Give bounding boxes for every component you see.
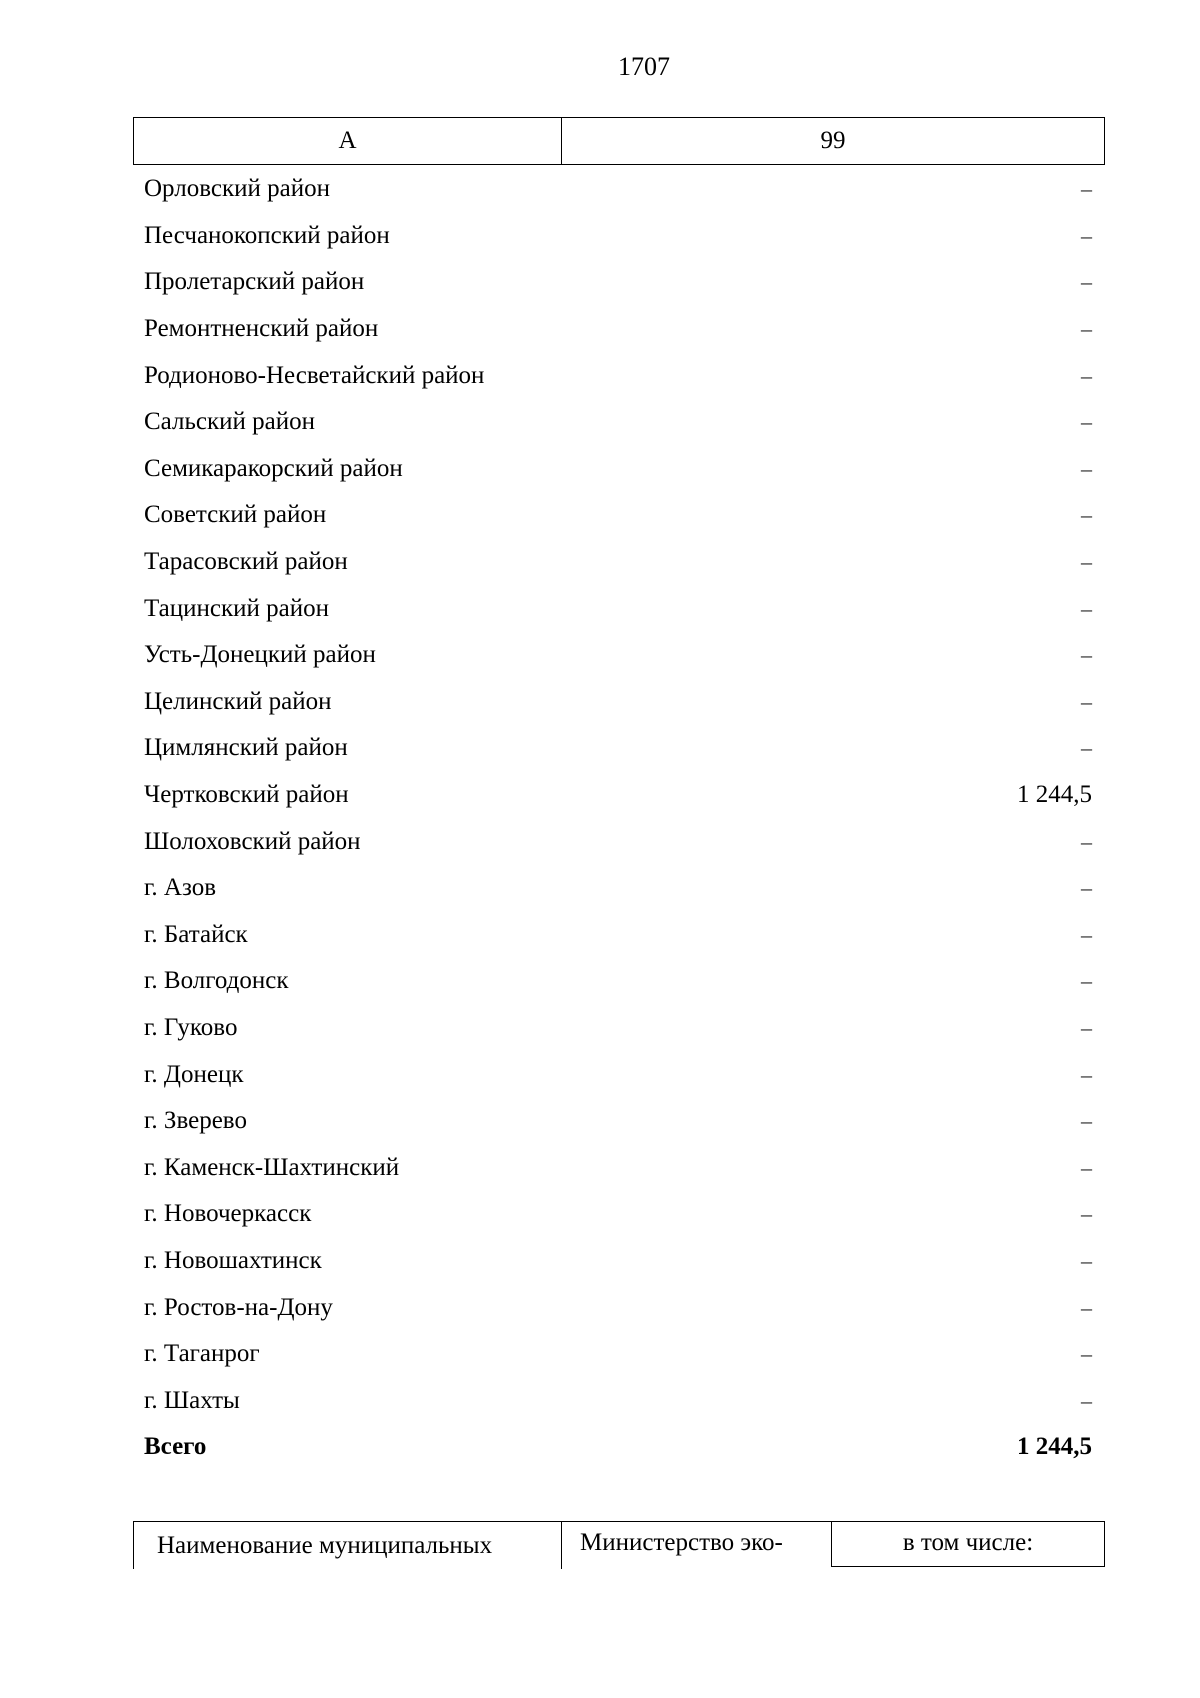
row-name: г. Новочеркасск <box>144 1200 312 1228</box>
table-row <box>133 1098 1105 1145</box>
row-value: – <box>1081 502 1092 528</box>
row-name: г. Каменск-Шахтинский <box>144 1153 400 1181</box>
row-name: Тацинский район <box>144 594 329 622</box>
row-value: – <box>1081 828 1092 854</box>
row-name: Орловский район <box>144 175 330 203</box>
table-row <box>133 1331 1105 1378</box>
row-name: г. Таганрог <box>144 1340 260 1368</box>
total-row <box>133 1424 1105 1471</box>
next-table-header <box>133 1521 1105 1569</box>
row-value: – <box>1081 968 1092 994</box>
row-name: Песчанокопский район <box>144 221 390 249</box>
table-row <box>133 306 1105 353</box>
row-value: – <box>1081 549 1092 575</box>
next-table-top-border <box>133 1521 1105 1522</box>
table-row <box>133 399 1105 446</box>
row-name: Советский район <box>144 501 327 529</box>
row-value: – <box>1081 688 1092 714</box>
next-header-ministry: Министерство эко- <box>580 1529 783 1556</box>
header-column-a: А <box>134 118 562 164</box>
row-value: – <box>1081 1387 1092 1413</box>
table-row <box>133 1005 1105 1052</box>
table-row <box>133 1284 1105 1331</box>
table-row <box>133 1238 1105 1285</box>
table-row <box>133 1377 1105 1424</box>
row-name: Тарасовский район <box>144 548 348 576</box>
table-row <box>133 492 1105 539</box>
table-row <box>133 585 1105 632</box>
table-row <box>133 912 1105 959</box>
row-value: – <box>1081 642 1092 668</box>
table-row <box>133 818 1105 865</box>
row-value: – <box>1081 875 1092 901</box>
row-value: – <box>1081 176 1092 202</box>
table-row <box>133 679 1105 726</box>
row-value: – <box>1081 316 1092 342</box>
row-value: – <box>1081 1201 1092 1227</box>
row-value: – <box>1081 1154 1092 1180</box>
row-name: г. Волгодонск <box>144 967 289 995</box>
header-column-99: 99 <box>820 127 846 154</box>
table-row <box>133 958 1105 1005</box>
row-name: г. Ростов-на-Дону <box>144 1293 333 1321</box>
row-value: – <box>1081 1294 1092 1320</box>
row-value: – <box>1081 362 1092 388</box>
row-value: – <box>1081 409 1092 435</box>
row-value: – <box>1081 222 1092 248</box>
row-name: Семикаракорский район <box>144 454 403 482</box>
next-header-municipal-names: Наименование муниципальных <box>157 1532 493 1559</box>
table-row <box>133 446 1105 493</box>
data-table-body <box>133 166 1105 1471</box>
row-name: г. Гуково <box>144 1013 238 1041</box>
row-name: г. Батайск <box>144 920 248 948</box>
row-name: Целинский район <box>144 687 332 715</box>
table-row <box>133 632 1105 679</box>
row-value: – <box>1081 735 1092 761</box>
row-name: г. Зверево <box>144 1107 247 1135</box>
row-name: Родионово-Несветайский район <box>144 361 485 389</box>
table-row <box>133 1051 1105 1098</box>
next-table-subheader-border <box>831 1566 1105 1567</box>
next-table-divider-1 <box>561 1521 562 1569</box>
row-name: г. Шахты <box>144 1386 240 1414</box>
table-row <box>133 725 1105 772</box>
row-value: – <box>1081 1247 1092 1273</box>
row-name: Ремонтненский район <box>144 315 379 343</box>
row-value: – <box>1081 595 1092 621</box>
row-value: – <box>1081 269 1092 295</box>
page-number: 1707 <box>618 52 670 81</box>
table-header <box>133 117 1105 165</box>
row-name: г. Азов <box>144 874 217 902</box>
row-name: г. Новошахтинск <box>144 1246 322 1274</box>
row-value: – <box>1081 455 1092 481</box>
table-row <box>133 259 1105 306</box>
table-row <box>133 865 1105 912</box>
next-table-left-border <box>133 1521 134 1569</box>
row-value: – <box>1081 1061 1092 1087</box>
row-value: – <box>1081 1108 1092 1134</box>
row-name: Чертковский район <box>144 781 349 809</box>
table-row <box>133 539 1105 586</box>
row-value: 1 244,5 <box>1017 781 1092 809</box>
table-row <box>133 1144 1105 1191</box>
table-row <box>133 1191 1105 1238</box>
table-row <box>133 772 1105 819</box>
total-value: 1 244,5 <box>1017 1433 1092 1461</box>
table-row <box>133 213 1105 260</box>
total-label: Всего <box>144 1433 207 1461</box>
row-name: Пролетарский район <box>144 268 365 296</box>
table-row <box>133 352 1105 399</box>
row-name: Усть-Донецкий район <box>144 641 376 669</box>
row-value: – <box>1081 921 1092 947</box>
row-value: – <box>1081 1341 1092 1367</box>
next-header-including: в том числе: <box>902 1529 1034 1556</box>
row-value: – <box>1081 1014 1092 1040</box>
row-name: Сальский район <box>144 408 315 436</box>
row-name: Цимлянский район <box>144 734 348 762</box>
row-name: г. Донецк <box>144 1060 244 1088</box>
row-name: Шолоховский район <box>144 827 361 855</box>
table-row <box>133 166 1105 213</box>
